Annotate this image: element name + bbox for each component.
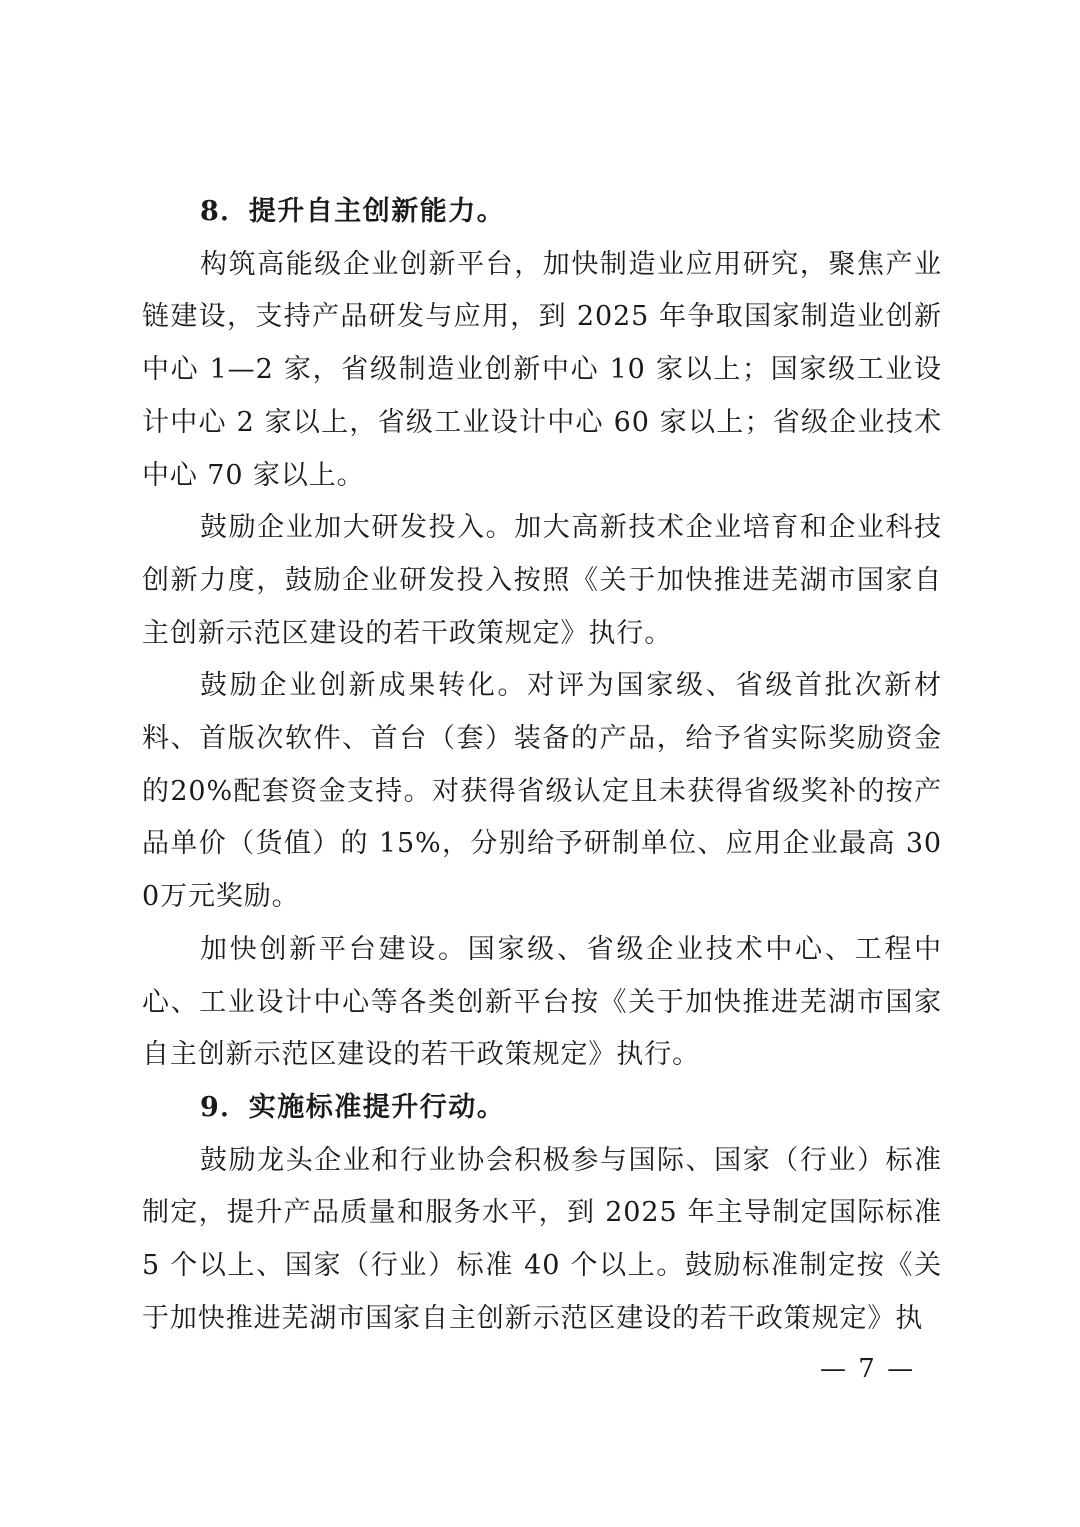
paragraph-platform-construction: 加快创新平台建设。国家级、省级企业技术中心、工程中心、工业设计中心等各类创新平台按《关于加快推进芜湖市国家自主创新示范区建设的若干政策规定》执行。 — [142, 933, 942, 1071]
section-heading-9: 9．实施标准提升行动。 — [200, 1091, 506, 1123]
paragraph-rd-investment: 鼓励企业加大研发投入。加大高新技术企业培育和企业科技创新力度，鼓励企业研发投入按照《关于加快推进芜湖市国家自主创新示范区建设的若干政策规定》执行。 — [142, 512, 942, 649]
section-heading-8: 8．提升自主创新能力。 — [200, 196, 506, 227]
paragraph-achievement-transformation: 鼓励企业创新成果转化。对评为国家级、省级首批次新材料、首版次软件、首台（套）装备的产品，给予省实际奖励资金的20%配套资金支持。对获得省级认定且未获得省级奖补的按产品单价（货值）的 15%，分别给予研制单位、应用企业最高 300万元奖励。 — [142, 670, 942, 913]
document-body — [142, 186, 942, 1345]
paragraph-innovation-platforms: 构筑高能级企业创新平台，加快制造业应用研究，聚焦产业链建设，支持产品研发与应用，到 2025 年争取国家制造业创新中心 1—2 家，省级制造业创新中心 10 家以上；国家级工业设计中心 2 家以上，省级工业设计中心 60 家以上；省级企业技术中心 70 家以上。 — [142, 248, 942, 491]
paragraph-standards: 鼓励龙头企业和行业协会积极参与国际、国家（行业）标准制定，提升产品质量和服务水平，到 2025 年主导制定国际标准5 个以上、国家（行业）标准 40 个以上。鼓励标准制定按《关于加快推进芜湖市国家自主创新示范区建设的若干政策规定》执 — [142, 1144, 942, 1334]
page-number: — 7 — — [820, 1354, 916, 1384]
